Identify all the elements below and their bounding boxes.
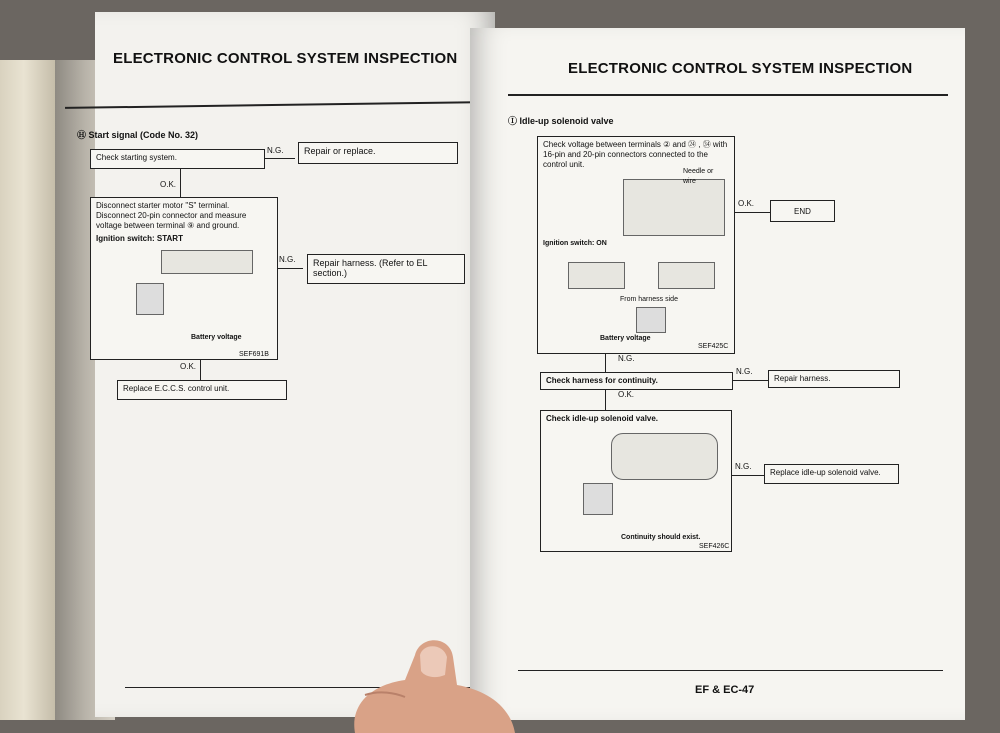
ok-label: O.K. (180, 362, 197, 371)
solenoid-valve-drawing (611, 433, 718, 480)
ok-label: O.K. (160, 180, 177, 189)
ohmmeter-icon (583, 483, 613, 515)
check-starting-system-box: Check starting system. (90, 149, 265, 169)
left-page (77, 12, 495, 717)
ng-label: N.G. (736, 367, 753, 376)
connector-line (265, 158, 295, 159)
left-page-header: ELECTRONIC CONTROL SYSTEM INSPECTION (113, 50, 458, 67)
voltmeter-icon (636, 307, 666, 333)
ok-label: O.K. (618, 390, 635, 399)
ng-label: N.G. (735, 462, 752, 471)
right-header-rule (508, 94, 948, 96)
right-page-footer: EF & EC-47 (695, 684, 755, 696)
footer-rule (518, 670, 943, 671)
harness-side-label: From harness side (620, 296, 678, 303)
20-pin-connector-drawing (658, 262, 715, 289)
connector-line (735, 212, 770, 213)
ng-label: N.G. (267, 146, 284, 155)
16-pin-connector-drawing (568, 262, 625, 289)
connector-line (733, 380, 768, 381)
replace-eccs-box: Replace E.C.C.S. control unit. (117, 380, 287, 400)
connector-line (605, 354, 606, 372)
figure-code: SEF425C (698, 343, 729, 350)
right-page-header: ELECTRONIC CONTROL SYSTEM INSPECTION (568, 60, 913, 77)
repair-harness-box: Repair harness. (Refer to EL section.) (307, 254, 465, 284)
ng-label: N.G. (618, 354, 635, 363)
voltmeter-icon (136, 283, 164, 315)
connector-drawing (161, 250, 253, 274)
battery-voltage-label: Battery voltage (191, 334, 242, 341)
repair-or-replace-box: Repair or replace. (298, 142, 458, 164)
right-page (470, 28, 965, 720)
continuity-label: Continuity should exist. (621, 534, 701, 541)
letter-i-icon: Ⓘ (508, 116, 520, 126)
repair-harness-box: Repair harness. (768, 370, 900, 388)
end-box: END (770, 200, 835, 222)
measure-voltage-box: Disconnect starter motor "S" terminal. Disconnect 20-pin connector and measure voltage between terminal ⑨ and ground. Ignition switch: START Battery voltage SEF691B (90, 197, 278, 360)
connector-line (732, 475, 764, 476)
figure-code: SEF691B (239, 351, 269, 358)
connector-line (180, 169, 181, 197)
figure-code: SEF426C (699, 543, 730, 550)
letter-h-icon: Ⓗ (77, 130, 89, 140)
needle-label: Needle or wire (683, 168, 714, 185)
connector-line (200, 360, 201, 380)
control-unit-drawing (623, 179, 725, 236)
ignition-label: Ignition switch: ON (543, 240, 607, 247)
replace-solenoid-box: Replace idle-up solenoid valve. (764, 464, 899, 484)
book-edge (0, 60, 60, 720)
connector-line (278, 268, 303, 269)
battery-voltage-label: Battery voltage (600, 335, 651, 342)
ok-label: O.K. (738, 199, 755, 208)
check-harness-box: Check harness for continuity. (540, 372, 733, 390)
ng-label: N.G. (279, 255, 296, 264)
left-section-title: Ⓗ Start signal (Code No. 32) (77, 130, 199, 140)
left-header-rule (65, 101, 485, 109)
finger-photo (335, 635, 535, 733)
connector-line (605, 390, 606, 410)
check-voltage-box: Check voltage between terminals ② and ㉔ , ㉞ with 16-pin and 20-pin connectors connected to the control unit. Needle or wire Ignition switch: ON From harness side Battery voltage SEF425C (537, 136, 735, 354)
right-section-title: Ⓘ Idle-up solenoid valve (508, 116, 614, 126)
check-solenoid-box: Check idle-up solenoid valve. Continuity should exist. SEF426C (540, 410, 732, 552)
